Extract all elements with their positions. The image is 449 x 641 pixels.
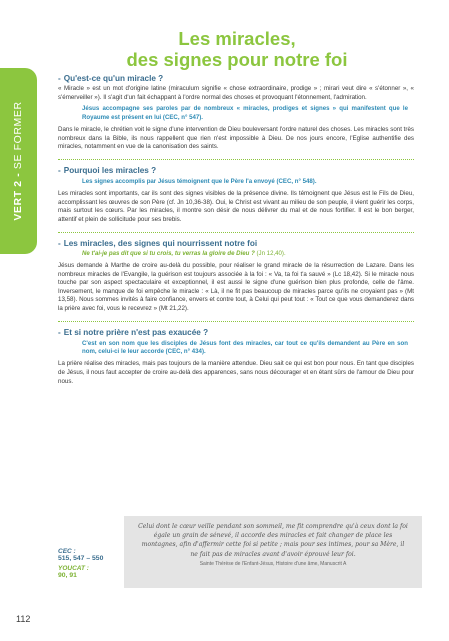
catechism-quote: Les signes accomplis par Jésus témoignent que le Père l'a envoyé (CEC, n° 548). xyxy=(82,177,317,185)
article-body xyxy=(58,74,414,393)
section-paragraph: Les miracles sont importants, car ils sont des signes visibles de la présence divine. Ils témoignent que Jésus est le Fils de Dieu, accomplissant les œuvres de son Père (cf. Jn 10,36-38). Oui, le Christ est vivant au milieu de son peuple, il vient guérir les corps, mais surtout les cœurs. Par les miracles, il montre son désir de nous délivrer du mal et de nous fortifier. Il est le bon berger, attentif et plein de sollicitude pour ses brebis. xyxy=(58,190,414,223)
page-title xyxy=(58,28,416,70)
cec-label: CEC : xyxy=(58,548,76,555)
section-why-miracles xyxy=(58,166,414,225)
section-what-is-miracle xyxy=(58,74,414,152)
page-title-line2: des signes pour notre foi xyxy=(126,49,348,70)
side-tab-label xyxy=(12,101,24,220)
page-number: 112 xyxy=(16,614,31,624)
section-heading: - Et si notre prière n'est pas exaucée ? xyxy=(58,327,209,337)
section-unanswered-prayer xyxy=(58,328,414,387)
section-divider xyxy=(58,232,414,233)
page-title-line1: Les miracles, xyxy=(178,28,296,49)
section-paragraph: La prière réalise des miracles, mais pas toujours de la manière attendue. Dieu sait ce qui est bon pour nous. En tant que disciples de Jésus, il nous faut accepter de croire au-delà des apparences, sans nous décourager et en étant sûrs de l'amour de Dieu pour nous. xyxy=(58,360,414,385)
section-divider xyxy=(58,159,414,160)
citation-text: Celui dont le cœur veille pendant son sommeil, me fit comprendre qu'à ceux dont la foi égale un grain de sénevé, il accorde des miracles et fait changer de place les montagnes, afin d'affermir cette foi si petite ; mais pour ses intimes, pour sa Mère, il ne fait pas de miracles avant d'avoir éprouvé leur foi. xyxy=(138,523,408,558)
section-heading: - Les miracles, des signes qui nourrissent notre foi xyxy=(58,238,258,248)
catechism-quote: Jésus accompagne ses paroles par de nombreux « miracles, prodiges et signes » qui manifestent que le Royaume est présent en lui (CEC, n° 547). xyxy=(82,105,408,121)
cec-value: 515, 547 – 550 xyxy=(58,555,104,562)
section-signs-faith xyxy=(58,239,414,314)
section-divider xyxy=(58,321,414,322)
section-heading: - Pourquoi les miracles ? xyxy=(58,165,157,175)
section-paragraph: « Miracle » est un mot d'origine latine (miraculum signifie « chose extraordinaire, prodige » ; mirari veut dire « s'étonner », « s'émerveiller »). Il s'agit d'un fait échappant à l'ordre normal des choses et provoquant l'étonnement, l'admiration. xyxy=(58,85,414,101)
side-tab-part2: SE FORMER xyxy=(12,101,24,170)
youcat-label: YOUCAT : xyxy=(58,565,89,572)
catechism-quote: C'est en son nom que les disciples de Jésus font des miracles, car tout ce qu'ils demandent au Père en son nom, celui-ci le leur accorde (CEC, n° 434). xyxy=(82,339,408,355)
youcat-value: 90, 91 xyxy=(58,572,77,579)
references-block xyxy=(58,548,118,579)
citation-box xyxy=(124,516,422,588)
section-heading: - Qu'est-ce qu'un miracle ? xyxy=(58,74,164,83)
side-tab-part1: VERT 2 - xyxy=(12,172,24,221)
gospel-quote: Ne t'ai-je pas dit que si tu crois, tu verras la gloire de Dieu ? (Jn 12,40). xyxy=(82,249,286,257)
section-paragraph: Jésus demande à Marthe de croire au-delà du possible, pour réaliser le grand miracle de la résurrection de Lazare. Dans les nombreux miracles de l'Evangile, la guérison est toujours associée à la foi : « Va, ta foi t'a sauvé » (Lc 18,42). Si le miracle nous touche par son aspect spectaculaire et exceptionnel, il est aussi le signe d'une guérison bien plus profonde, celle de l'âme. Inversement, le manque de foi empêche le miracle : « Là, il ne fit pas beaucoup de miracles parce qu'ils ne croyaient pas » (Mt 13,58). Nous sommes invités à faire confiance, envers et contre tout, à Celui qui peut tout : « Tout ce que vous demanderez dans la prière avec foi, vous le recevrez » (Mt 21,22). xyxy=(58,261,414,312)
section-paragraph: Dans le miracle, le chrétien voit le signe d'une intervention de Dieu bouleversant l'ordre naturel des choses. Les miracles sont très nombreux dans la Bible, ils nous rappellent que rien n'est impossible à Dieu. De nos jours encore, l'Eglise authentifie des miracles, notamment en vue de la canonisation des saints. xyxy=(58,126,414,151)
citation-source: Sainte Thérèse de l'Enfant-Jésus, Histoire d'une âme, Manuscrit A xyxy=(199,560,347,567)
